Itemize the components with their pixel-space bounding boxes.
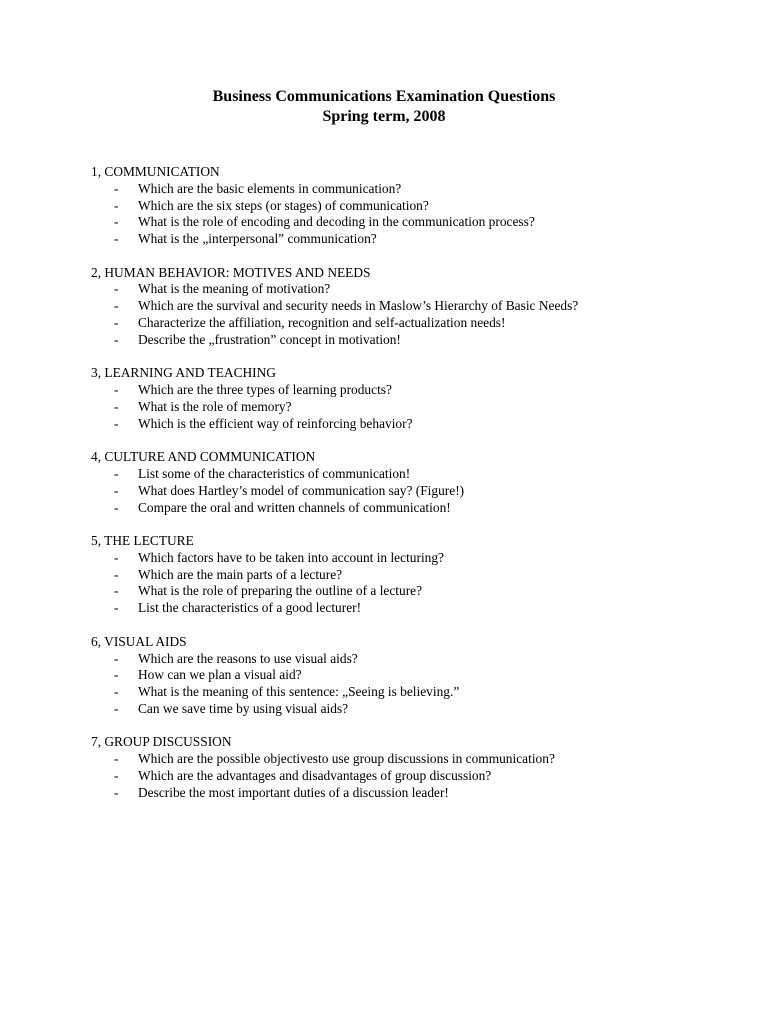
section-heading: 6, VISUAL AIDS: [91, 633, 187, 649]
question-text: What is the role of preparing the outline of a lecture?: [138, 583, 423, 599]
question-item: [91, 567, 751, 584]
question-text: List some of the characteristics of communication!: [138, 466, 411, 482]
question-item: [91, 768, 751, 785]
question-item: [91, 600, 751, 617]
bullet-dash: -: [114, 398, 119, 414]
question-item: [91, 315, 751, 332]
bullet-dash: -: [114, 784, 119, 800]
bullet-dash: -: [114, 281, 119, 297]
question-text: What is the role of memory?: [138, 398, 292, 414]
question-item: [91, 583, 751, 600]
title-block: [0, 87, 768, 127]
question-list: [91, 382, 751, 432]
question-section: [91, 449, 751, 516]
question-item: [91, 550, 751, 567]
question-item: [91, 684, 751, 701]
question-item: [91, 416, 751, 433]
question-text: What is the „interpersonal” communication?: [138, 231, 377, 247]
question-section: [91, 634, 751, 718]
question-text: Compare the oral and written channels of communication!: [138, 499, 451, 515]
bullet-dash: -: [114, 415, 119, 431]
bullet-dash: -: [114, 231, 119, 247]
bullet-dash: -: [114, 600, 119, 616]
document-subtitle: Spring term, 2008: [322, 108, 446, 125]
document-title: Business Communications Examination Questions: [212, 88, 556, 105]
question-section: [91, 164, 751, 248]
question-list: [91, 181, 751, 248]
bullet-dash: -: [114, 331, 119, 347]
bullet-dash: -: [114, 768, 119, 784]
question-item: [91, 399, 751, 416]
section-heading: 1, COMMUNICATION: [91, 164, 220, 179]
question-text: How can we plan a visual aid?: [138, 667, 302, 683]
bullet-dash: -: [114, 482, 119, 498]
bullet-dash: -: [114, 684, 119, 700]
question-text: What is the meaning of motivation?: [138, 281, 331, 297]
question-item: [91, 231, 751, 248]
question-section: [91, 265, 751, 349]
question-item: [91, 382, 751, 399]
question-list: [91, 550, 751, 617]
bullet-dash: -: [114, 466, 119, 482]
question-text: What is the meaning of this sentence: „Seeing is believing.”: [138, 684, 460, 700]
question-list: [91, 281, 751, 348]
question-item: [91, 281, 751, 298]
section-heading: 5, THE LECTURE: [91, 533, 194, 549]
section-heading: 3, LEARNING AND TEACHING: [91, 365, 276, 381]
question-text: Which factors have to be taken into account in lecturing?: [138, 549, 445, 565]
question-item: [91, 198, 751, 215]
question-text: Describe the most important duties of a discussion leader!: [138, 784, 449, 800]
question-text: What does Hartley’s model of communication say? (Figure!): [138, 482, 465, 498]
question-section: [91, 533, 751, 617]
section-heading: 7, GROUP DISCUSSION: [91, 734, 232, 750]
question-list: [91, 466, 751, 516]
question-text: Which are the main parts of a lecture?: [138, 566, 343, 582]
question-item: [91, 701, 751, 718]
bullet-dash: -: [114, 583, 119, 599]
question-text: Which are the advantages and disadvantages of group discussion?: [138, 768, 492, 784]
bullet-dash: -: [114, 197, 119, 213]
question-text: Which are the six steps (or stages) of communication?: [138, 197, 429, 213]
question-text: Characterize the affiliation, recognition and self-actualization needs!: [138, 315, 506, 331]
question-item: [91, 483, 751, 500]
question-item: [91, 298, 751, 315]
question-text: Which are the possible objectivesto use group discussions in communication?: [138, 751, 555, 767]
question-item: [91, 332, 751, 349]
question-section: [91, 365, 751, 432]
question-item: [91, 214, 751, 231]
bullet-dash: -: [114, 180, 119, 196]
bullet-dash: -: [114, 499, 119, 515]
question-item: [91, 651, 751, 668]
question-text: Which are the basic elements in communication?: [138, 180, 402, 196]
question-item: [91, 500, 751, 517]
bullet-dash: -: [114, 214, 119, 230]
bullet-dash: -: [114, 667, 119, 683]
question-item: [91, 751, 751, 768]
question-text: Which are the reasons to use visual aids?: [138, 650, 358, 666]
question-text: What is the role of encoding and decoding in the communication process?: [138, 214, 535, 230]
question-item: [91, 785, 751, 802]
question-item: [91, 466, 751, 483]
bullet-dash: -: [114, 566, 119, 582]
question-list: [91, 651, 751, 718]
question-text: List the characteristics of a good lecturer!: [138, 600, 362, 616]
bullet-dash: -: [114, 700, 119, 716]
section-heading: 4, CULTURE AND COMMUNICATION: [91, 449, 316, 465]
question-text: Describe the „frustration” concept in motivation!: [138, 331, 401, 347]
question-sections: [91, 164, 751, 818]
question-section: [91, 734, 751, 801]
question-text: Which is the efficient way of reinforcing behavior?: [138, 415, 413, 431]
bullet-dash: -: [114, 751, 119, 767]
section-heading: 2, HUMAN BEHAVIOR: MOTIVES AND NEEDS: [91, 264, 371, 280]
bullet-dash: -: [114, 298, 119, 314]
question-text: Which are the three types of learning products?: [138, 382, 392, 398]
bullet-dash: -: [114, 650, 119, 666]
question-list: [91, 751, 751, 801]
bullet-dash: -: [114, 315, 119, 331]
question-text: Which are the survival and security needs in Maslow’s Hierarchy of Basic Needs?: [138, 298, 579, 314]
question-item: [91, 667, 751, 684]
bullet-dash: -: [114, 382, 119, 398]
question-text: Can we save time by using visual aids?: [138, 700, 349, 716]
question-item: [91, 181, 751, 198]
bullet-dash: -: [114, 549, 119, 565]
